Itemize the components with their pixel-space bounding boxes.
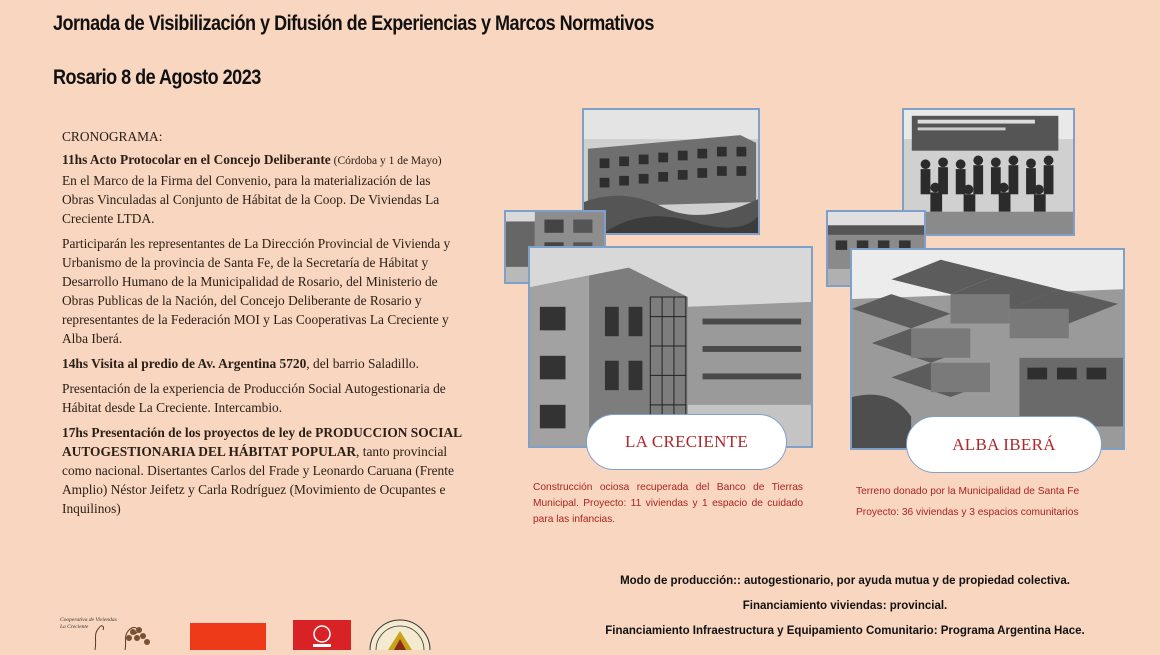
moi-federation-logo — [368, 617, 432, 650]
creciente-ruin-photo — [582, 108, 760, 235]
la-creciente-caption: Construcción ociosa recuperada del Banco de Tierras Municipal. Proyecto: 11 viviendas y 1 espacio de cuidado para las infancias. — [533, 482, 803, 525]
event-3-description: , tanto provincial como nacional. Disertantes Carlos del Frade y Leonardo Caruana (Frente Amplio) Néstor Jeifetz y Carla Rodríguez (Movimiento de Ocupantes e Inquilinos) — [62, 444, 454, 516]
page-title: Jornada de Visibilización y Difusión de Experiencias y Marcos Normativos — [53, 12, 654, 35]
event-2 — [62, 354, 462, 373]
participants-text: Participarán les representantes de La Dirección Provincial de Vivienda y Urbanismo de la provincia de Santa Fe, de la Secretaría de Hábitat y Desarrollo Humano de la Municipalidad de Rosario, del Ministerio de Obras Publicas de la Nación, del Concejo Deliberante de Rosario y representantes de la Federación MOI y Las Cooperativas La Creciente y Alba Iberá. — [62, 236, 451, 346]
event-3-title: 17hs Presentación de los proyectos de ley de PRODUCCION SOCIAL AUTOGESTIONARIA DEL HÁBITAT POPULAR — [62, 425, 462, 459]
infrastructure-financing-text: Financiamiento Infraestructura y Equipamiento Comunitario: Programa Argentina Hace. — [605, 625, 1085, 637]
red-square-logo — [293, 620, 351, 650]
housing-financing-text: Financiamiento viviendas: provincial. — [742, 600, 948, 612]
schedule-column — [62, 127, 462, 524]
event-1-title: 11hs Acto Protocolar en el Concejo Deliberante — [62, 152, 331, 167]
schedule-heading: CRONOGRAMA: — [62, 129, 163, 144]
tree-logo — [85, 620, 165, 650]
event-2-title: 14hs Visita al predio de Av. Argentina 5720 — [62, 356, 307, 371]
coop-logo-line-1: Cooperativa de Viviendas — [60, 617, 117, 623]
production-mode-text: Modo de producción:: autogestionario, por ayuda mutua y de propiedad colectiva. — [620, 575, 1070, 587]
alba-ibera-label: ALBA IBERÁ — [906, 416, 1102, 473]
coop-logo-line-2: La Creciente — [60, 624, 89, 630]
alba-ibera-caption-1: Terreno donado por la Municipalidad de Santa Fe — [856, 486, 1080, 497]
alba-group-photo — [902, 108, 1075, 236]
event-2-location: , del barrio Saladillo. — [306, 356, 419, 371]
event-2-description: Presentación de la experiencia de Producción Social Autogestionaria de Hábitat desde La Creciente. Intercambio. — [62, 381, 446, 415]
event-1 — [62, 150, 462, 228]
red-banner-logo — [190, 623, 266, 650]
event-3 — [62, 423, 462, 518]
event-1-description: En el Marco de la Firma del Convenio, para la materialización de las Obras Vinculadas al Conjunto de Hábitat de la Coop. De Viviendas La Creciente LTDA. — [62, 173, 440, 226]
la-creciente-label: LA CRECIENTE — [586, 414, 787, 470]
page-subtitle: Rosario 8 de Agosto 2023 — [53, 66, 261, 89]
alba-ibera-caption-2: Proyecto: 36 viviendas y 3 espacios comunitarios — [856, 507, 1079, 518]
event-1-location: (Córdoba y 1 de Mayo) — [330, 155, 442, 167]
